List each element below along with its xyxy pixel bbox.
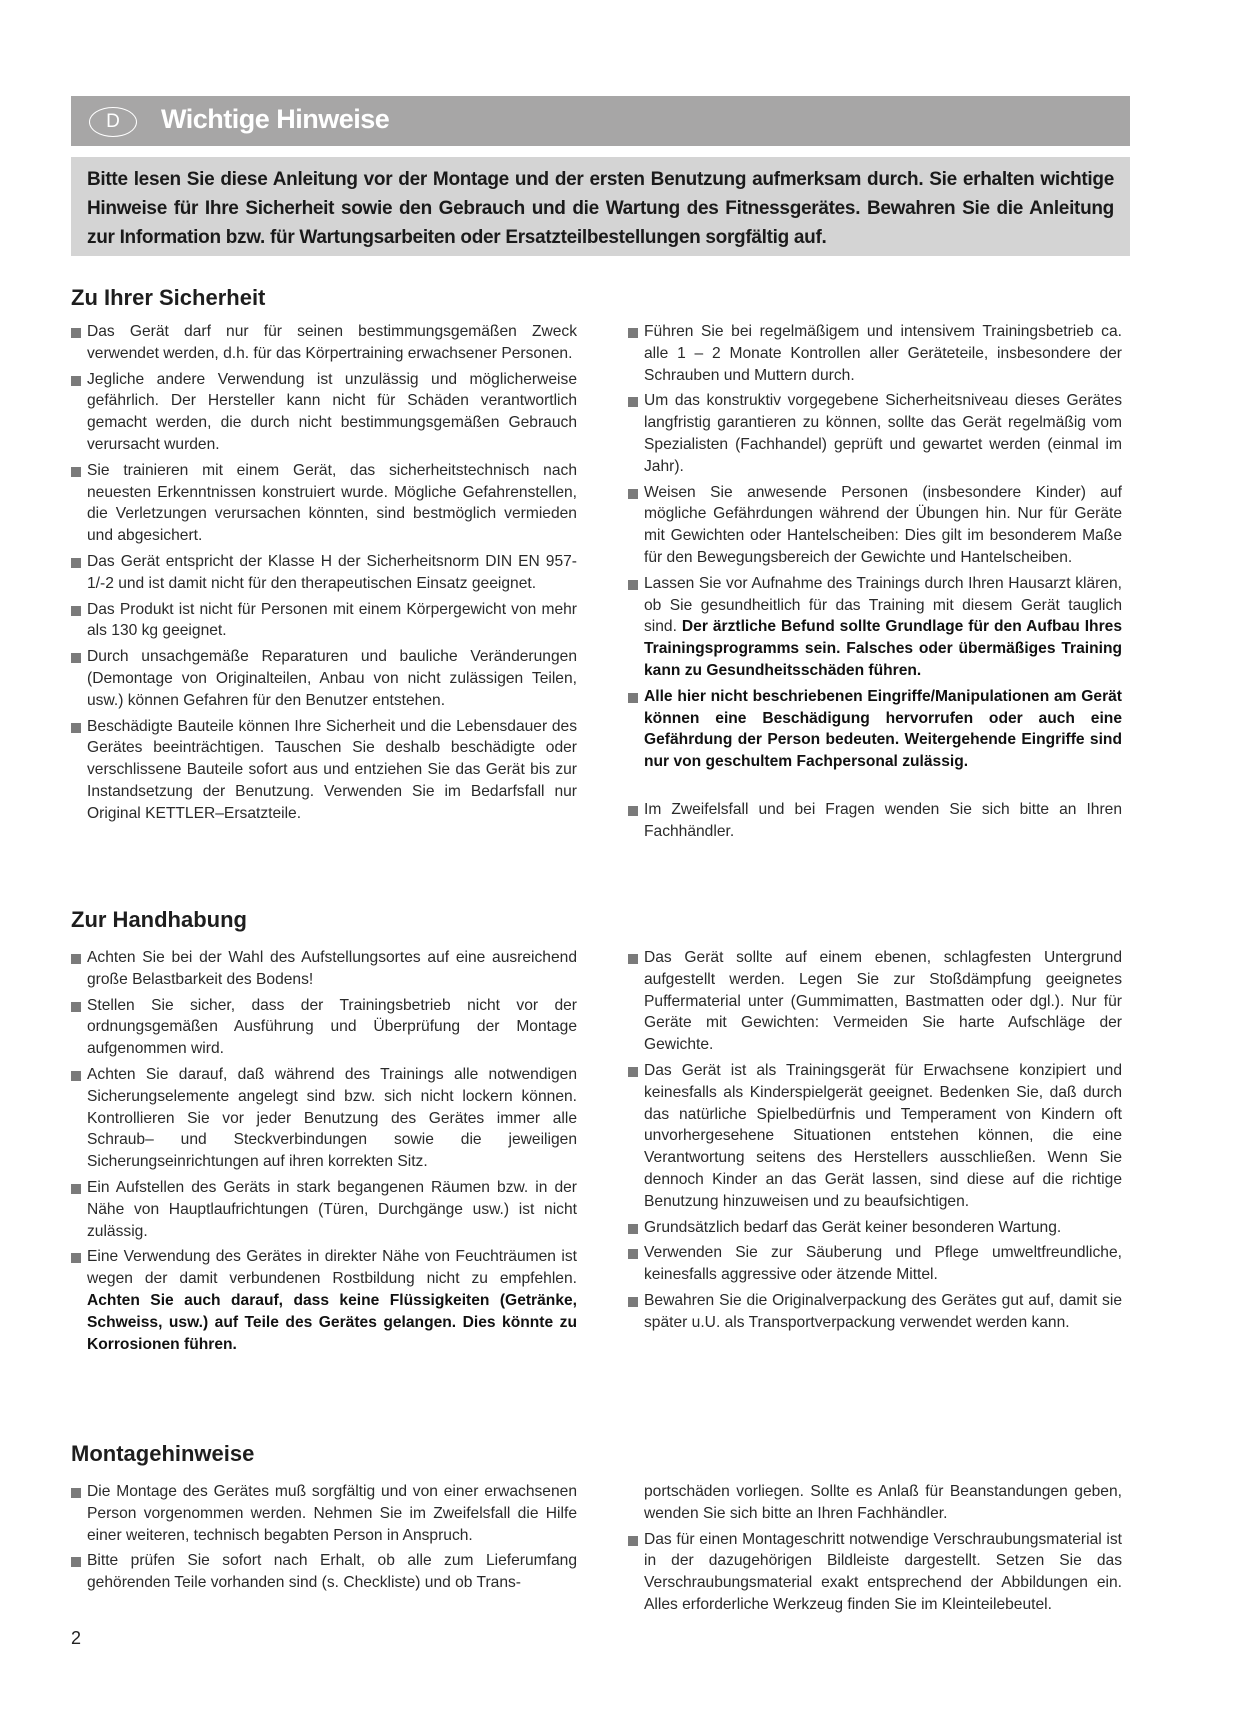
item-text: Das Produkt ist nicht für Personen mit einem Körpergewicht von mehr als 130 kg geeignet. <box>87 600 577 640</box>
list-item <box>71 321 577 365</box>
header-bar <box>71 96 1130 146</box>
item-text: Die Montage des Gerätes muß sorgfältig und von einer erwachsenen Person vorgenommen werden. Nehmen Sie im Zweifelsfall die Hilfe einer weiteren, technisch begabten Person in Anspruch. <box>87 1483 577 1544</box>
page-number: 2 <box>71 1628 82 1648</box>
list-item <box>71 1177 577 1242</box>
item-text: Das für einen Montageschritt notwendige Verschraubungsmaterial ist in der dazugehörigen Bildleiste dargestellt. Setzen Sie das Verschraubungsmaterial exakt entsprechend der Abbildungen ein. Alles erforderliche Werkzeug finden Sie im Kleinteilebeutel. <box>644 1530 1122 1613</box>
bullet-square-icon <box>71 376 81 386</box>
list-item <box>628 1529 1122 1616</box>
item-text: Ein Aufstellen des Geräts in stark begangenen Räumen bzw. in der Nähe von Hauptlaufrichtungen (Türen, Durchgänge usw.) ist nicht zulässig. <box>87 1178 577 1240</box>
list-item <box>71 1481 577 1546</box>
item-text: Grundsätzlich bedarf das Gerät keiner besonderen Wartung. <box>644 1218 1062 1236</box>
bullet-square-icon <box>71 723 81 733</box>
list-item <box>71 995 577 1060</box>
bullet-square-icon <box>71 467 81 477</box>
list-item <box>628 799 1122 843</box>
assembly-left-list <box>71 1481 577 1598</box>
list-item <box>71 646 577 711</box>
list-item <box>628 1242 1122 1286</box>
list-item <box>628 1481 1122 1525</box>
bullet-square-icon <box>628 580 638 590</box>
item-text: Jegliche andere Verwendung ist unzulässig und möglicherweise gefährlich. Der Hersteller kann nicht für Schäden verantwortlich gemacht werden, die durch nicht bestimmungsgemäßen Gebrauch verursacht wurden. <box>87 370 577 453</box>
bullet-square-icon <box>628 1067 638 1077</box>
bullet-square-icon <box>71 1071 81 1081</box>
bullet-square-icon <box>71 558 81 568</box>
handling-right-list <box>628 947 1122 1338</box>
list-item <box>71 460 577 547</box>
list-item <box>71 551 577 595</box>
item-text: Sie trainieren mit einem Gerät, das sicherheitstechnisch nach neuesten Erkenntnissen konstruiert wurde. Mögliche Gefahrenstellen, die Verletzungen verursachen könnten, sind bestmöglich vermieden und abgesichert. <box>87 461 577 545</box>
item-bold-text: Der ärztliche Befund sollte Grundlage für den Aufbau Ihres Trainingsprogramms sein. Falsches oder übermäßiges Training kann zu Gesundheitsschäden führen. <box>644 618 1122 679</box>
intro-notice: Bitte lesen Sie diese Anleitung vor der Montage und der ersten Benutzung aufmerksam durch. Sie erhalten wichtige Hinweise für Ihre Sicherheit sowie den Gebrauch und die Wartung des Fitnessgerätes. Bewahren Sie die Anleitung zur Information bzw. für Wartungsarbeiten oder Ersatzteilbestellungen sorgfältig auf. <box>71 157 1130 256</box>
section-title-safety: Zu Ihrer Sicherheit <box>71 285 266 310</box>
item-text: Das Gerät darf nur für seinen bestimmungsgemäßen Zweck verwendet werden, d.h. für das Körpertraining erwachsener Personen. <box>87 323 577 362</box>
item-text: Um das konstruktiv vorgegebene Sicherheitsniveau dieses Gerätes langfristig garantieren zu können, sollte das Gerät regelmäßig vom Spezialisten (Fachhandel) geprüft und gewartet werden (einmal im Jahr). <box>644 392 1122 475</box>
item-text: Das Gerät sollte auf einem ebenen, schlagfesten Untergrund aufgestellt werden. Legen Sie zur Stoßdämpfung geeignetes Puffermaterial unter (Gummimatten, Bastmatten oder dgl.). Nur für Geräte mit Gewichten: Vermeiden Sie harte Aufschläge der Gewichte. <box>644 949 1122 1054</box>
item-text: Führen Sie bei regelmäßigem und intensivem Trainingsbetrieb ca. alle 1 – 2 Monate Kontrollen aller Geräteteile, insbesondere der Schrauben und Muttern durch. <box>644 323 1122 384</box>
list-item <box>628 947 1122 1056</box>
item-text: Achten Sie bei der Wahl des Aufstellungsortes auf eine ausreichend große Belastbarkeit des Bodens! <box>87 949 577 988</box>
item-text: Bewahren Sie die Originalverpackung des Gerätes gut auf, damit sie später u.U. als Transportverpackung verwendet werden kann. <box>644 1291 1122 1331</box>
section-title-handling: Zur Handhabung <box>71 907 247 932</box>
item-text: Bitte prüfen Sie sofort nach Erhalt, ob alle zum Lieferumfang gehörenden Teile vorhanden sind (s. Checkliste) und ob Trans- <box>87 1552 577 1592</box>
bullet-square-icon <box>71 1488 81 1498</box>
item-text: Lassen Sie vor Aufnahme des Trainings durch Ihren Hausarzt klären, ob Sie gesundheitlich für das Training mit diesem Gerät tauglich sind. <box>644 574 1122 636</box>
bullet-square-icon <box>628 954 638 964</box>
list-item <box>71 947 577 991</box>
bullet-square-icon <box>628 1224 638 1234</box>
handling-left-list <box>71 947 577 1359</box>
assembly-right-list <box>628 1481 1122 1620</box>
bullet-square-icon <box>71 1253 81 1263</box>
item-text: Verwenden Sie zur Säuberung und Pflege umweltfreundliche, keinesfalls aggressive oder ätzende Mittel. <box>644 1244 1122 1284</box>
bullet-square-icon <box>628 693 638 703</box>
list-item <box>628 1060 1122 1213</box>
bullet-square-icon <box>71 606 81 616</box>
item-text: Achten Sie darauf, daß während des Trainings alle notwendigen Sicherungselemente angelegt sind bzw. sich nicht lockern können. Kontrollieren Sie vor jeder Benutzung des Gerätes immer alle Schraub– und Steckverbindungen sowie die jeweiligen Sicherungseinrichtungen auf ihren korrekten Sitz. <box>87 1065 577 1171</box>
bullet-square-icon <box>628 489 638 499</box>
bullet-square-icon <box>71 328 81 338</box>
list-item <box>628 573 1122 682</box>
item-text: Eine Verwendung des Gerätes in direkter Nähe von Feuchträumen ist wegen der damit verbundenen Rostbildung nicht zu empfehlen. <box>87 1248 577 1288</box>
list-item <box>628 1290 1122 1334</box>
list-item <box>628 686 1122 773</box>
item-text: Das Gerät entspricht der Klasse H der Sicherheitsnorm DIN EN 957-1/-2 und ist damit nicht für den therapeutischen Einsatz geeignet. <box>87 552 577 592</box>
bullet-square-icon <box>71 1002 81 1012</box>
bullet-square-icon <box>628 1249 638 1259</box>
section-title-assembly: Montagehinweise <box>71 1441 255 1466</box>
item-bold-text: Achten Sie auch darauf, dass keine Flüssigkeiten (Getränke, Schweiss, usw.) auf Teile des Gerätes gelangen. Dies könnte zu Korrosionen führen. <box>87 1291 577 1353</box>
safety-right-list <box>628 321 1122 847</box>
bullet-square-icon <box>628 806 638 816</box>
list-item <box>628 321 1122 386</box>
bullet-square-icon <box>71 653 81 663</box>
list-item <box>71 716 577 825</box>
list-item <box>628 482 1122 569</box>
item-text: Weisen Sie anwesende Personen (insbesondere Kinder) auf mögliche Gefährdungen während der Übungen hin. Nur für Geräte mit Gewichten oder Hantelscheiben: Dies gilt im besonderem Maße für den Bewegungsbereich der Gewichte und Hantelscheiben. <box>644 483 1122 566</box>
item-text: Das Gerät ist als Trainingsgerät für Erwachsene konzipiert und keinesfalls als Kinderspielgerät geeignet. Bedenken Sie, daß durch das natürliche Spielbedürfnis und Temperament von Kindern oft unvorhergesehene Situationen entstehen können, die eine Verantwortung seitens des Herstellers ausschließen. Wenn Sie dennoch Kinder an das Gerät lassen, sind diese auf die richtige Benutzung hinzuweisen und zu beaufsichtigen. <box>644 1061 1122 1210</box>
list-item <box>71 599 577 643</box>
item-bold-text: Alle hier nicht beschriebenen Eingriffe/Manipulationen am Gerät können eine Beschädigung hervorrufen oder auch eine Gefährdung der Person bedeuten. Weitergehende Eingriffe sind nur von geschultem Fachpersonal zulässig. <box>644 687 1122 771</box>
item-text: Beschädigte Bauteile können Ihre Sicherheit und die Lebensdauer des Gerätes beeinträchtigen. Tauschen Sie deshalb beschädigte oder verschlissene Bauteile sofort aus und entziehen Sie das Gerät bis zur Instandsetzung der Benutzung. Verwenden Sie im Bedarfsfall nur Original KETTLER–Ersatzteile. <box>87 717 577 822</box>
list-item <box>71 1064 577 1173</box>
bullet-square-icon <box>628 397 638 407</box>
page-title: Wichtige Hinweise <box>161 104 390 134</box>
item-text: portschäden vorliegen. Sollte es Anlaß für Beanstandungen geben, wenden Sie sich bitte an Ihren Fachhändler. <box>644 1483 1122 1522</box>
item-text: Stellen Sie sicher, dass der Trainingsbetrieb nicht vor der ordnungsgemäßen Ausführung und Überprüfung der Montage aufgenommen wird. <box>87 996 577 1058</box>
safety-left-list <box>71 321 577 829</box>
list-item <box>71 369 577 456</box>
bullet-square-icon <box>628 1297 638 1307</box>
bullet-square-icon <box>71 954 81 964</box>
item-text: Im Zweifelsfall und bei Fragen wenden Sie sich bitte an Ihren Fachhändler. <box>644 800 1122 840</box>
bullet-square-icon <box>71 1184 81 1194</box>
language-badge: D <box>89 107 137 137</box>
list-item <box>628 390 1122 477</box>
list-item <box>71 1550 577 1594</box>
list-item <box>71 1246 577 1355</box>
bullet-square-icon <box>628 328 638 338</box>
bullet-square-icon <box>71 1557 81 1567</box>
bullet-square-icon <box>628 1536 638 1546</box>
list-item <box>628 1217 1122 1239</box>
item-text: Durch unsachgemäße Reparaturen und bauliche Veränderungen (Demontage von Originalteilen, Anbau von nicht zulässigen Teilen, usw.) können Gefahren für den Benutzer entstehen. <box>87 648 577 709</box>
